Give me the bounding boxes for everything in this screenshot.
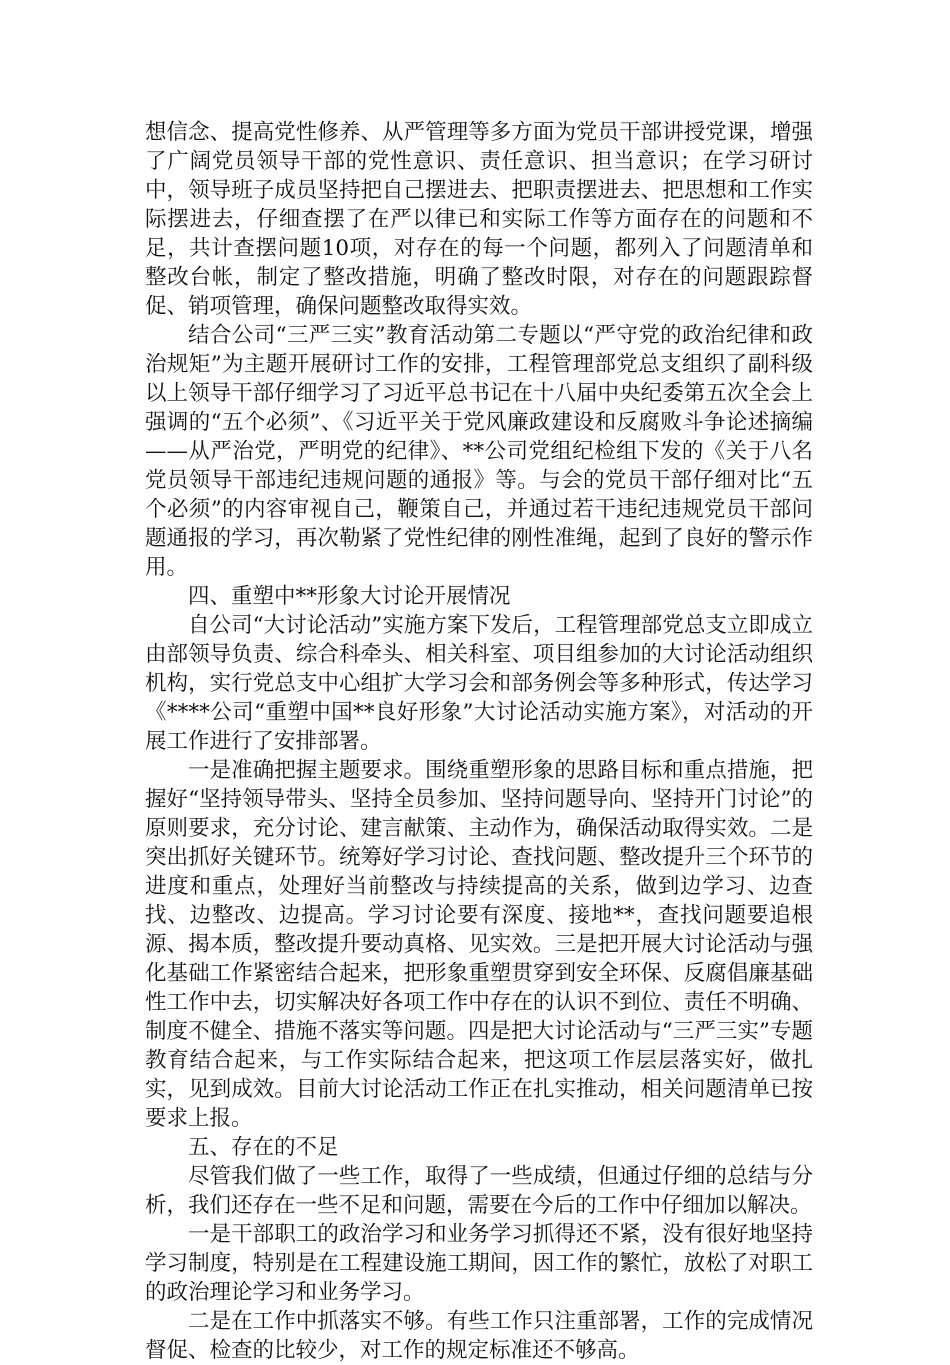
paragraph-shortcomings-intro: 尽管我们做了一些工作，取得了一些成绩，但通过仔细的总结与分析，我们还存在一些不足和问题，需要在今后的工作中仔细加以解决。 xyxy=(145,1164,813,1218)
paragraph-discussion-measures: 一是准确把握主题要求。围绕重塑形象的思路目标和重点措施，把握好“坚持领导带头、坚持全员参加、坚持问题导向、坚持开门讨论”的原则要求，充分讨论、建言献策、主动作为，确保活动取得实效。二是突出抓好关键环节。统筹好学习讨论、查找问题、整改提升三个环节的进度和重点，处理好当前整改与持续提高的关系，做到边学习、边查找、边整改、边提高。学习讨论要有深度、接地**，查找问题要追根源、揭本质，整改提升要动真格、见实效。三是把开展大讨论活动与强化基础工作紧密结合起来，把形象重塑贯穿到安全环保、反腐倡廉基础性工作中去，切实解决好各项工作中存在的认识不到位、责任不明确、制度不健全、措施不落实等问题。四是把大讨论活动与“三严三实”专题教育结合起来，与工作实际结合起来，把这项工作层层落实好，做扎实，见到成效。目前大讨论活动工作正在扎实推动，相关问题清单已按要求上报。 xyxy=(145,758,813,1131)
paragraph-three-strict-study: 结合公司“三严三实”教育活动第二专题以“严守党的政治纪律和政治规矩”为主题开展研讨工作的安排，工程管理部党总支组织了副科级以上领导干部仔细学习了习近平总书记在十八届中央纪委第五次全会上强调的“五个必须”、《习近平关于党风廉政建设和反腐败斗争论述摘编——从严治党，严明党的纪律》、**公司党组纪检组下发的《关于八名党员领导干部违纪违规问题的通报》等。与会的党员干部仔细对比“五个必须”的内容审视自己，鞭策自己，并通过若干违纪违规党员干部问题通报的学习，再次勒紧了党性纪律的刚性准绳，起到了良好的警示作用。 xyxy=(145,323,813,580)
section-heading-four: 四、重塑中**形象大讨论开展情况 xyxy=(188,584,511,609)
document-body xyxy=(145,118,813,1365)
section-heading-five: 五、存在的不足 xyxy=(188,1135,339,1160)
paragraph-party-lecture-continued: 想信念、提高党性修养、从严管理等多方面为党员干部讲授党课，增强了广阔党员领导干部的党性意识、责任意识、担当意识；在学习研讨中，领导班子成员坚持把自己摆进去、把职责摆进去、把思想和工作实际摆进去，仔细查摆了在严以律已和实际工作等方面存在的问题和不足，共计查摆问题10项，对存在的每一个问题，都列入了问题清单和整改台帐，制定了整改措施，明确了整改时限，对存在的问题跟踪督促、销项管理，确保问题整改取得实效。 xyxy=(145,120,813,319)
paragraph-discussion-launch: 自公司“大讨论活动”实施方案下发后，工程管理部党总支立即成立由部领导负责、综合科牵头、相关科室、项目组参加的大讨论活动组织机构，实行党总支中心组扩大学习会和部务例会等多种形式，传达学习《****公司“重塑中国**良好形象”大讨论活动实施方案》，对活动的开展工作进行了安排部署。 xyxy=(145,613,813,754)
paragraph-shortcoming-two: 二是在工作中抓落实不够。有些工作只注重部署，工作的完成情况督促、检查的比较少，对工作的规定标准还不够高。 xyxy=(145,1309,813,1363)
paragraph-shortcoming-one: 一是干部职工的政治学习和业务学习抓得还不紧，没有很好地坚持学习制度，特别是在工程建设施工期间，因工作的繁忙，放松了对职工的政治理论学习和业务学习。 xyxy=(145,1222,813,1305)
